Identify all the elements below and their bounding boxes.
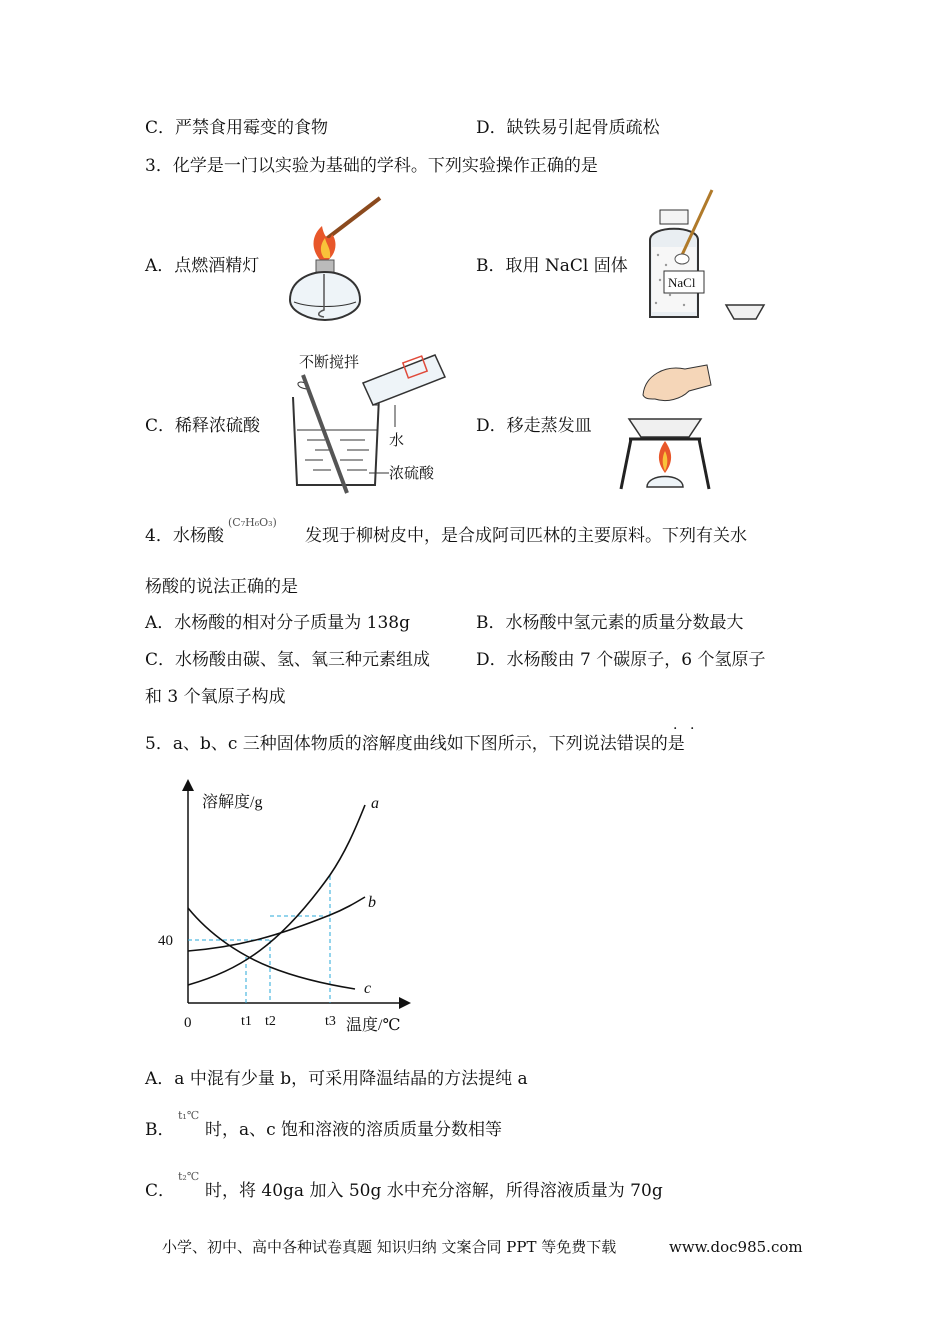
x-tick-t1: t1 [241,1014,252,1029]
nacl-label: NaCl [668,275,696,290]
q2-option-d: D．缺铁易引起骨质疏松 [476,118,660,138]
x-tick-t3: t3 [325,1014,336,1029]
q5-option-c-text: 时，将 40ga 加入 50g 水中充分溶解，所得溶液质量为 70g [205,1181,663,1201]
series-label-b: b [368,894,376,911]
y-axis-label: 溶解度/g [202,794,263,811]
q3-option-d: D．移走蒸发皿 [476,416,592,436]
q4-option-c: C．水杨酸由碳、氢、氧三种元素组成 [145,650,431,670]
series-label-a: a [371,795,379,812]
q3-stem: 3．化学是一门以实验为基础的学科。下列实验操作正确的是 [145,156,598,176]
q2-option-c: C．严禁食用霉变的食物 [145,118,329,138]
q5-option-c-temp: t₂℃ [178,1170,200,1183]
emphasis-dot: · [673,721,678,737]
q5-option-a: A．a 中混有少量 b，可采用降温结晶的方法提纯 a [145,1069,528,1089]
y-tick-40: 40 [158,933,173,949]
q3-option-a: A．点燃酒精灯 [145,256,260,276]
dilute-acid-illustration [285,345,475,495]
stir-label: 不断搅拌 [299,355,360,371]
q5-option-b-prefix: B． [145,1120,175,1140]
emphasis-dot: · [690,721,695,737]
x-tick-t2: t2 [265,1014,276,1029]
q4-option-d-cont: 和 3 个氧原子构成 [145,687,286,707]
q4-option-a: A．水杨酸的相对分子质量为 138g [145,613,411,633]
q3-option-c: C．稀释浓硫酸 [145,416,261,436]
q4-stem-line2: 杨酸的说法正确的是 [145,577,298,597]
footer-text: 小学、初中、高中各种试卷真题 知识归纳 文案合同 PPT 等免费下载 [162,1238,617,1256]
q4-option-d: D．水杨酸由 7 个碳原子，6 个氢原子 [476,650,766,670]
q4-option-b: B．水杨酸中氢元素的质量分数最大 [476,613,744,633]
alcohol-lamp-illustration [280,190,390,330]
q4-formula: (C₇H₆O₃) [228,516,277,529]
q5-option-b-text: 时，a、c 饱和溶液的溶质质量分数相等 [205,1120,503,1140]
series-label-c: c [364,980,372,997]
x-axis-label: 温度/℃ [346,1017,401,1034]
curve-b [188,897,365,951]
origin-label: 0 [184,1015,192,1031]
solubility-chart [150,775,420,1040]
q4-stem-end: 发现于柳树皮中，是合成阿司匹林的主要原料。下列有关水 [305,526,747,546]
evaporating-dish-illustration [615,355,725,495]
curve-a [188,805,365,985]
q5-option-c-prefix: C． [145,1181,176,1201]
q4-stem-start: 4．水杨酸 [145,526,224,546]
acid-label: 浓硫酸 [389,466,435,482]
nacl-bottle-illustration [640,185,770,330]
water-label: 水 [389,433,405,449]
q5-stem: 5．a、b、c 三种固体物质的溶解度曲线如下图所示，下列说法错误的是 [145,734,685,754]
footer-url[interactable]: www.doc985.com [669,1238,803,1256]
q3-option-b: B．取用 NaCl 固体 [476,256,628,276]
q5-option-b-temp: t₁℃ [178,1109,200,1122]
